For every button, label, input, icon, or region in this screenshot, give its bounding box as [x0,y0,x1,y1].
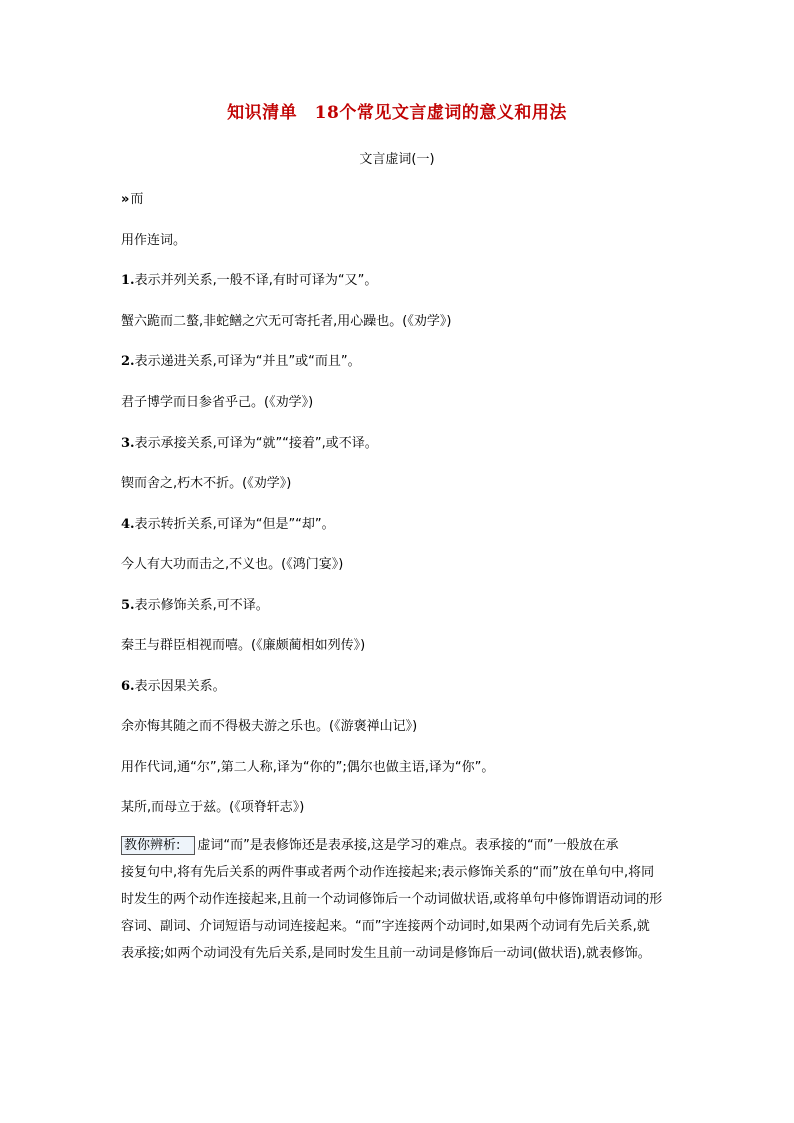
example-sentence: 君子博学而日参省乎己。(《劝学》) [121,395,314,410]
rule-text: 表示因果关系。 [134,679,226,694]
rule-item [121,350,361,369]
rule-number: 3. [121,436,135,451]
section-heading [121,188,143,207]
tip-line: 时发生的两个动作连接起来,且前一个动词修饰后一个动词做状语,或将单句中修饰谓语动词的形 [121,892,663,907]
tip-text: 虚词“而”是表修饰还是表承接,这是学习的难点。表承接的“而”一般放在承 [197,838,619,853]
usage-conjunction: 用作连词。 [121,233,187,248]
rule-text: 表示递进关系,可译为“并且”或“而且”。 [134,354,361,369]
rule-item [121,513,335,532]
tip-line: 接复句中,将有先后关系的两件事或者两个动作连接起来;表示修饰关系的“而”放在单句中,将同 [121,865,655,880]
page-subtitle: 文言虚词(一) [359,152,435,167]
rule-number: 4. [121,517,135,532]
tip-line [121,832,681,859]
rule-number: 6. [121,679,135,694]
rule-number: 5. [121,598,135,613]
rule-text: 表示转折关系,可译为“但是”“却”。 [134,517,335,532]
rule-item [121,675,226,694]
rule-text: 表示修饰关系,可不译。 [134,598,269,613]
usage-pronoun: 用作代词,通“尔”,第二人称,译为“你的”;偶尔也做主语,译为“你”。 [121,760,495,775]
double-chevron-icon: » [121,192,127,207]
rule-text: 表示并列关系,一般不译,有时可译为“又”。 [134,273,378,288]
rule-item [121,269,377,288]
example-sentence: 锲而舍之,朽木不折。(《劝学》) [121,476,292,491]
example-sentence: 今人有大功而击之,不义也。(《鸿门宴》) [121,557,344,572]
tip-label-box: 教你辨析: [121,836,195,855]
tip-paragraph [121,832,681,967]
example-sentence: 蟹六跪而二螯,非蛇鳝之穴无可寄托者,用心躁也。(《劝学》) [121,314,452,329]
example-sentence: 余亦悔其随之而不得极夫游之乐也。(《游褒禅山记》) [121,719,418,734]
rule-item [121,594,269,613]
tip-line: 表承接;如两个动词没有先后关系,是同时发生且前一动词是修饰后一动词(做状语),就表修饰。 [121,946,651,961]
example-sentence: 秦王与群臣相视而嘻。(《廉颇蔺相如列传》) [121,638,366,653]
rule-text: 表示承接关系,可译为“就”“接着”,或不译。 [134,436,378,451]
tip-line: 容词、副词、介词短语与动词连接起来。“而”字连接两个动词时,如果两个动词有先后关系,就 [121,919,650,934]
rule-number: 2. [121,354,135,369]
page-title: 知识清单 18个常见文言虚词的意义和用法 [227,103,567,123]
rule-number: 1. [121,273,135,288]
example-sentence: 某所,而母立于兹。(《项脊轩志》) [121,800,305,815]
rule-item [121,432,378,451]
section-word: 而 [130,192,144,207]
